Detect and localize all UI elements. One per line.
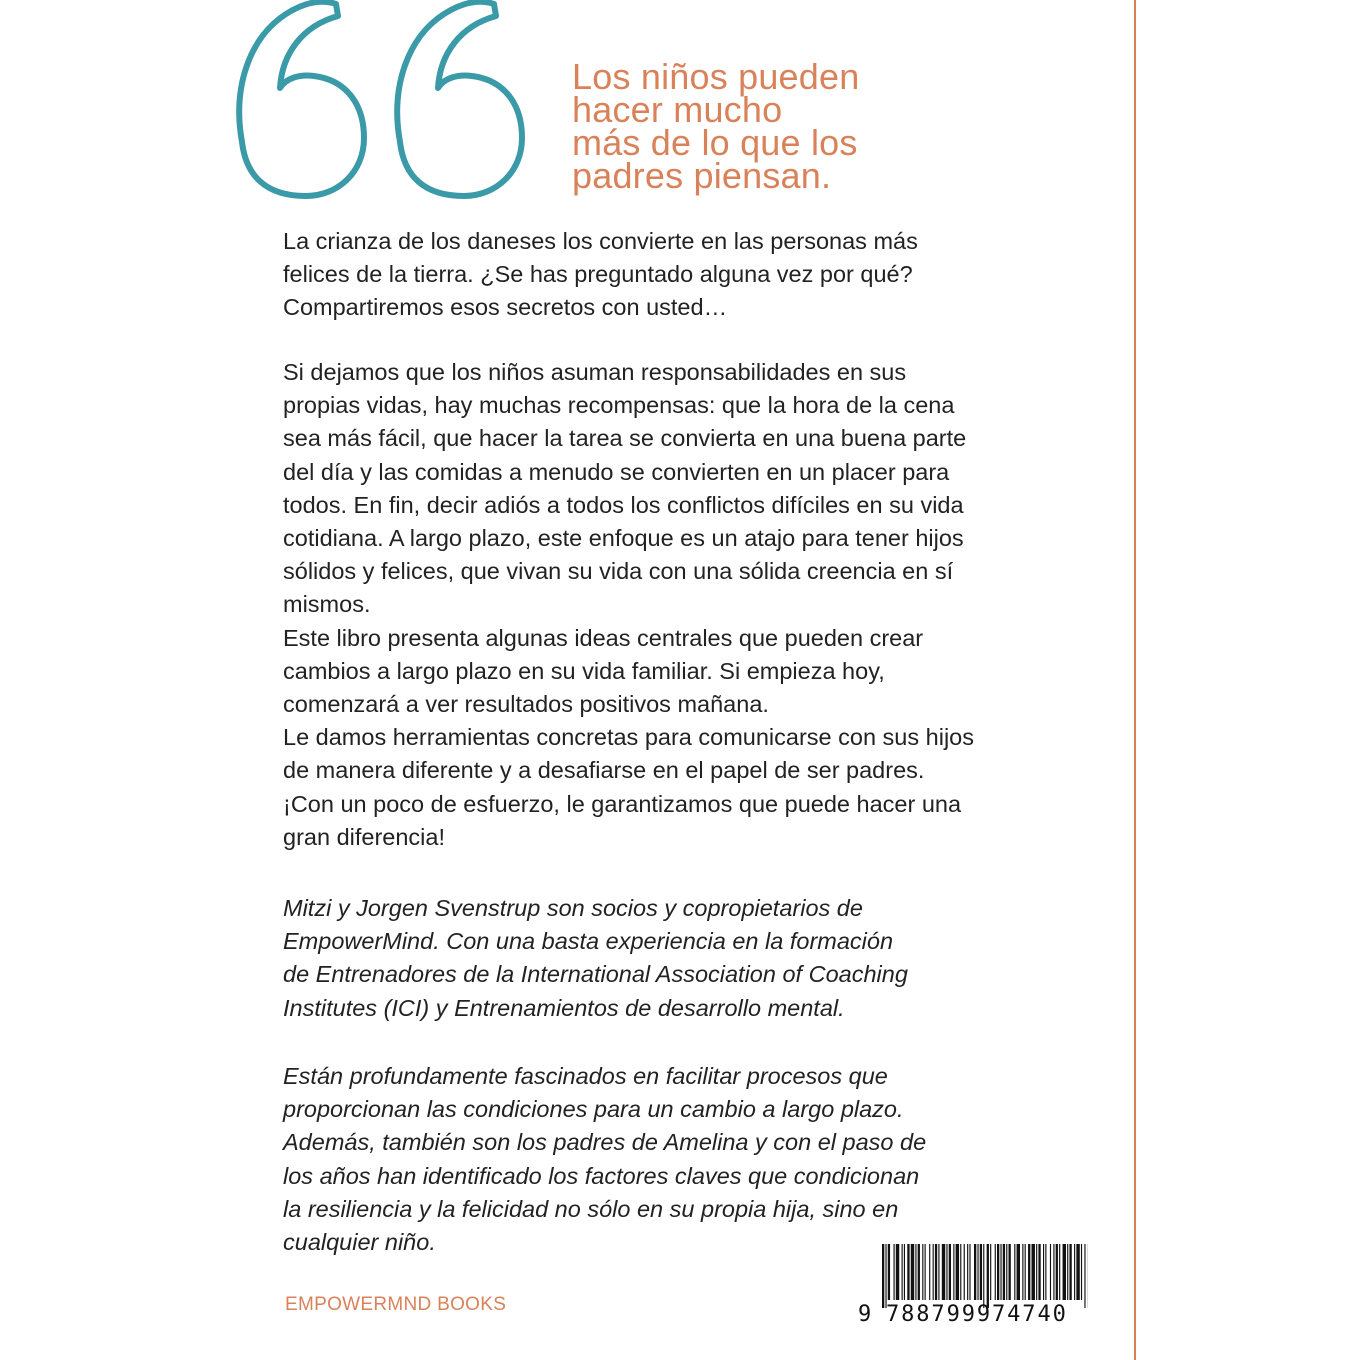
barcode-bar xyxy=(1028,1244,1030,1300)
pull-quote-line: padres piensan. xyxy=(572,155,832,196)
barcode-bar xyxy=(911,1244,914,1300)
barcode-bar xyxy=(1076,1244,1079,1300)
text-line: propias vidas, hay muchas recompensas: que la hora de la cena xyxy=(283,392,955,419)
text-line: comenzará a ver resultados positivos mañana. xyxy=(283,691,769,718)
text-line: Compartiremos esos secretos con usted… xyxy=(283,294,728,321)
barcode-bar xyxy=(964,1244,965,1300)
barcode-bar xyxy=(922,1244,923,1300)
barcode-bar xyxy=(902,1244,903,1300)
text-line: felices de la tierra. ¿Se has preguntado alguna vez por qué? xyxy=(283,261,913,288)
text-line: de Entrenadores de la International Association of Coaching xyxy=(283,961,908,988)
barcode-bar xyxy=(960,1244,961,1300)
barcode-bar xyxy=(967,1244,968,1300)
text-line: los años han identificado los factores claves que condicionan xyxy=(283,1162,920,1189)
barcode-bars xyxy=(882,1244,1088,1308)
text-line: Además, también son los padres de Amelina y con el paso de xyxy=(283,1129,927,1156)
barcode-bar xyxy=(925,1244,926,1300)
barcode-bar xyxy=(969,1244,970,1300)
pull-quote-line: hacer mucho xyxy=(572,89,783,130)
barcode-bar xyxy=(907,1244,909,1300)
pull-quote-line: Los niños pueden xyxy=(572,56,860,97)
intro-paragraph xyxy=(283,225,918,325)
right-margin-rule xyxy=(1134,0,1136,1360)
text-line: cotidiana. A largo plazo, este enfoque es un atajo para tener hijos xyxy=(283,525,964,552)
text-line: sea más fácil, que hacer la tarea se convierta en una buena parte xyxy=(283,425,967,452)
barcode-bar xyxy=(1003,1244,1005,1300)
barcode-bar xyxy=(987,1244,989,1308)
barcode-bar xyxy=(933,1244,934,1300)
barcode-bar xyxy=(977,1244,978,1300)
isbn-digits: 788799974740 xyxy=(886,1302,1068,1327)
barcode-bar xyxy=(1000,1244,1001,1300)
text-line: proporcionan las condiciones para un cambio a largo plazo. xyxy=(283,1096,904,1123)
barcode-bar xyxy=(1025,1244,1026,1300)
barcode-bar xyxy=(942,1244,945,1300)
text-line: de manera diferente y a desafiarse en el papel de ser padres. xyxy=(283,757,925,784)
text-line: cualquier niño. xyxy=(283,1229,436,1256)
barcode-bar xyxy=(1084,1244,1085,1308)
barcode-bar xyxy=(949,1244,951,1300)
text-line: Este libro presenta algunas ideas centrales que pueden crear xyxy=(283,624,924,651)
barcode-bar xyxy=(1038,1244,1040,1300)
barcode-bar xyxy=(1067,1244,1068,1300)
barcode-bar xyxy=(990,1244,991,1300)
text-line: Si dejamos que los niños asuman responsabilidades en sus xyxy=(283,359,907,385)
author-bio xyxy=(283,892,908,1025)
barcode-bar xyxy=(935,1244,937,1300)
pull-quote-line: más de lo que los xyxy=(572,122,858,163)
barcode-bar xyxy=(929,1244,930,1300)
barcode-bar xyxy=(938,1244,939,1300)
text-line: Le damos herramientas concretas para comunicarse con sus hijos xyxy=(283,724,974,751)
author-bio-continued xyxy=(283,1060,926,1259)
text-line: la resiliencia y la felicidad no sólo en su propia hija, sino en xyxy=(283,1195,899,1222)
barcode-bar xyxy=(1045,1244,1046,1300)
text-line: Mitzi y Jorgen Svenstrup son socios y copropietarios de xyxy=(283,895,863,921)
pull-quote xyxy=(572,56,902,196)
barcode-bar xyxy=(983,1244,984,1308)
barcode-bar xyxy=(956,1244,959,1300)
text-line: sólidos y felices, que vivan su vida con una sólida creencia en sí xyxy=(283,558,954,585)
text-line: del día y las comidas a menudo se convierten en un placer para xyxy=(283,458,950,485)
barcode-bar xyxy=(974,1244,976,1300)
text-line: ¡Con un poco de esfuerzo, le garantizamos que puede hacer una xyxy=(283,790,962,817)
barcode-bar xyxy=(946,1244,947,1300)
barcode-bar xyxy=(1043,1244,1044,1300)
barcode-bar xyxy=(1017,1244,1020,1300)
barcode-bar xyxy=(915,1244,916,1300)
main-description xyxy=(283,356,974,854)
isbn-barcode xyxy=(858,1244,1094,1334)
barcode-bar xyxy=(1074,1244,1075,1300)
barcode-bar xyxy=(1032,1244,1035,1300)
barcode-bar xyxy=(995,1244,996,1300)
barcode-bar xyxy=(904,1244,905,1300)
barcode-bar xyxy=(953,1244,954,1300)
barcode-bar xyxy=(1069,1244,1071,1300)
barcode-bar xyxy=(888,1244,890,1300)
text-line: mismos. xyxy=(283,591,371,618)
barcode-bar xyxy=(1059,1244,1060,1300)
text-line: todos. En fin, decir adiós a todos los conflictos difíciles en su vida xyxy=(283,491,964,518)
text-line: EmpowerMind. Con una basta experiencia en la formación xyxy=(283,928,894,955)
isbn-first-digit: 9 xyxy=(858,1302,872,1327)
barcode-bar xyxy=(894,1244,895,1300)
barcode-bar xyxy=(918,1244,920,1300)
text-line: Están profundamente fascinados en facilitar procesos que xyxy=(283,1063,888,1089)
text-line: La crianza de los daneses los convierte en las personas más xyxy=(283,228,918,254)
barcode-bar xyxy=(1081,1244,1082,1300)
text-line: cambios a largo plazo en su vida familiar. Si empieza hoy, xyxy=(283,657,885,684)
barcode-bar xyxy=(1014,1244,1015,1300)
publisher-name: EMPOWERMND BOOKS xyxy=(285,1294,507,1315)
barcode-bar xyxy=(896,1244,899,1300)
barcode-bar xyxy=(1022,1244,1023,1300)
barcode-bar xyxy=(980,1244,982,1300)
barcode-bar xyxy=(1063,1244,1066,1300)
barcode-bar xyxy=(1036,1244,1037,1300)
barcode-bar xyxy=(1006,1244,1007,1300)
barcode-bar xyxy=(1053,1244,1054,1300)
text-line: gran diferencia! xyxy=(283,823,445,850)
barcode-bar xyxy=(882,1244,884,1308)
open-quote-icon xyxy=(224,0,534,206)
text-line: Institutes (ICI) y Entrenamientos de desarrollo mental. xyxy=(283,994,845,1021)
barcode-bar xyxy=(1056,1244,1058,1300)
barcode-bar xyxy=(885,1244,886,1308)
barcode-bar xyxy=(1050,1244,1051,1300)
barcode-bar xyxy=(997,1244,999,1300)
barcode-bar xyxy=(1009,1244,1011,1300)
